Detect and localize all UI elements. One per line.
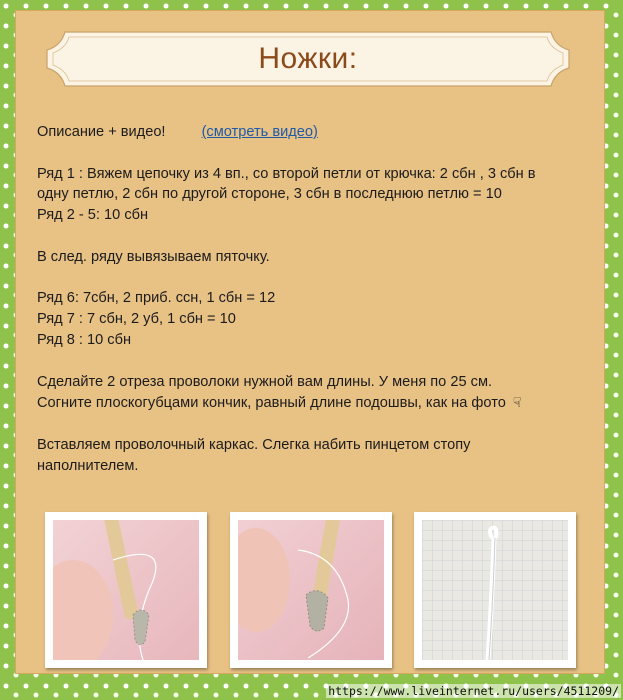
source-watermark: https://www.liveinternet.ru/users/4511209/	[328, 684, 619, 698]
intro-line	[37, 122, 592, 143]
spacer	[37, 268, 592, 289]
frame-line-b: наполнителем.	[37, 457, 139, 474]
photo-row	[45, 512, 585, 672]
row7-line: Ряд 7 : 7 сбн, 2 уб, 1 сбн = 10	[37, 311, 236, 328]
spacer	[37, 414, 592, 435]
photo-bent-wire-image	[422, 520, 568, 660]
intro-text: Описание + видео!	[37, 124, 166, 140]
wire-line-a: Сделайте 2 отреза проволоки нужной вам длины. У меня по 25 см.	[37, 373, 493, 390]
spacer	[37, 351, 592, 372]
page-title: Ножки:	[258, 42, 358, 75]
photo-hook-start	[45, 512, 207, 668]
frame-line-a: Вставляем проволочный каркас. Слегка набить пинцетом стопу	[37, 436, 471, 453]
wire-line-b-text: Согните плоскогубцами кончик, равный длине подошвы, как на фото	[37, 395, 506, 412]
row8-line: Ряд 8 : 10 сбн	[37, 331, 132, 348]
wire-line-b	[37, 392, 592, 414]
row2-5-line: Ряд 2 - 5: 10 сбн	[37, 207, 149, 224]
content-card	[15, 10, 605, 674]
row1-line-b: одну петлю, 2 сбн по другой стороне, 3 сбн в последнюю петлю = 10	[37, 186, 502, 203]
watch-video-link[interactable]: (смотреть видео)	[201, 124, 318, 140]
spacer	[37, 226, 592, 247]
photo-hook-start-image	[53, 520, 199, 660]
row6-line: Ряд 6: 7сбн, 2 приб. ссн, 1 сбн = 12	[37, 290, 276, 307]
photo-hook-progress-image	[238, 520, 384, 660]
heel-note: В след. ряду вывязываем пяточку.	[37, 248, 270, 265]
row1-line-a: Ряд 1 : Вяжем цепочку из 4 вп., со второй петли от крючка: 2 сбн , 3 сбн в	[37, 165, 536, 182]
pointing-hand-icon: ☟	[512, 394, 522, 411]
title-banner	[43, 28, 573, 90]
photo-hook-progress	[230, 512, 392, 668]
spacer	[37, 143, 592, 164]
photo-bent-wire	[414, 512, 576, 668]
instructions	[37, 122, 592, 477]
